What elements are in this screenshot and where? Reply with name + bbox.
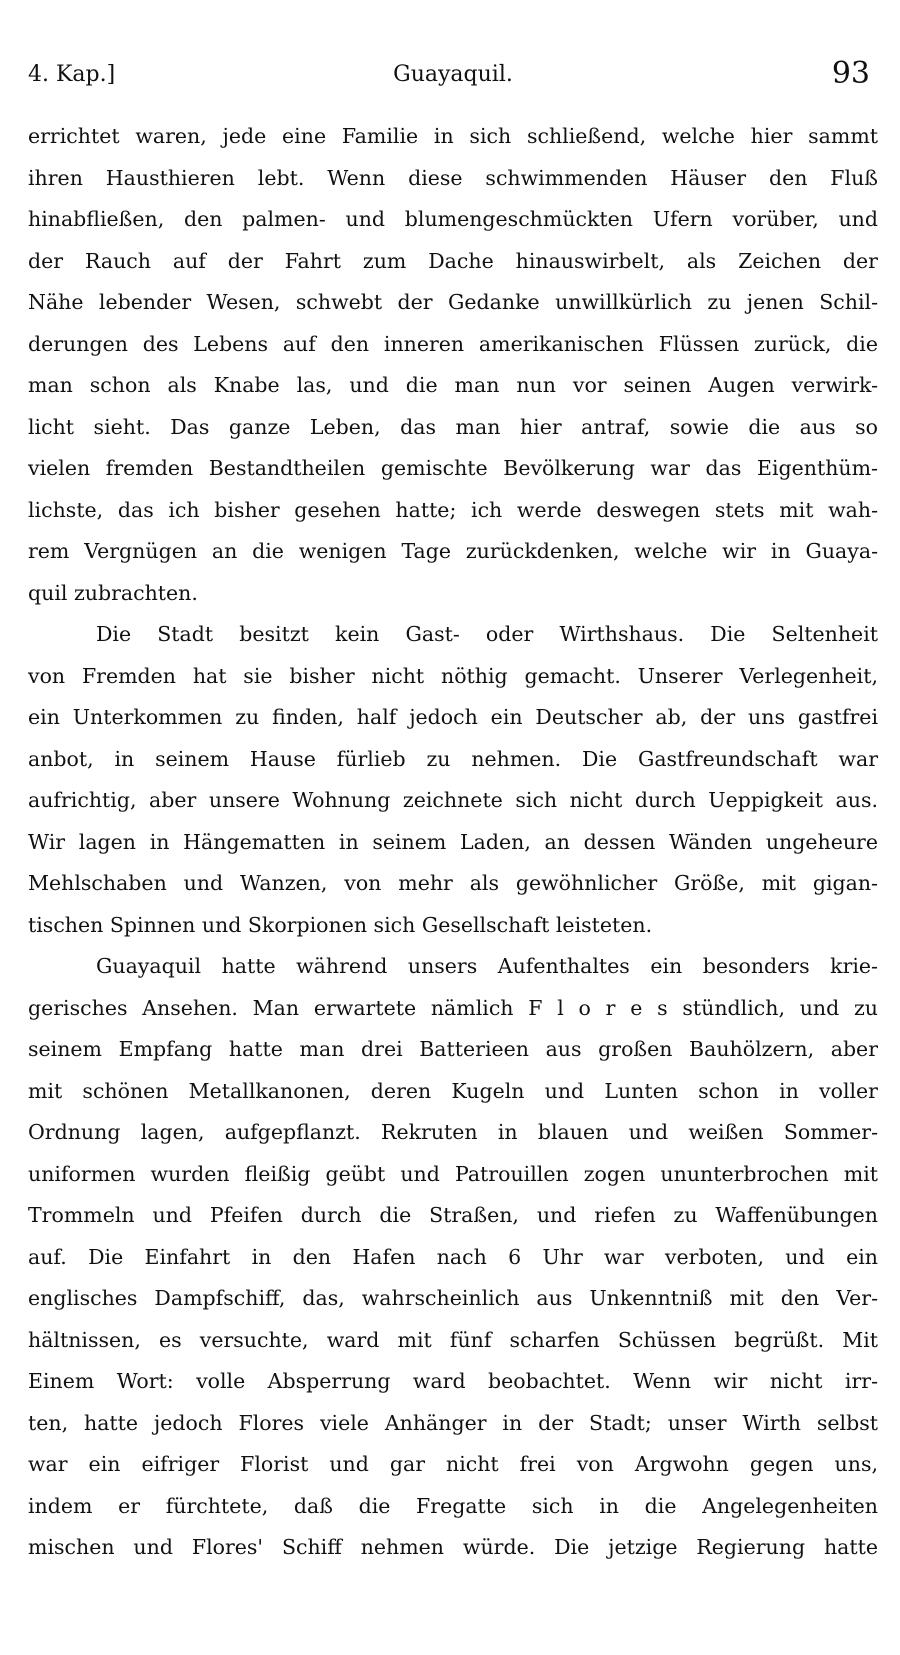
text-line: war ein eifriger Florist und gar nicht frei von Argwohn gegen uns, [28, 1452, 878, 1476]
paragraph [28, 946, 878, 1569]
text-line: Mehlschaben und Wanzen, von mehr als gewöhnlicher Größe, mit gigan- [28, 871, 878, 895]
text-line: indem er fürchtete, daß die Fregatte sich in die Angelegenheiten [28, 1493, 878, 1518]
text-line: anbot, in seinem Hause fürlieb zu nehmen. Die Gastfreundschaft war [28, 746, 878, 771]
book-page [28, 50, 878, 1630]
text-line: licht sieht. Das ganze Leben, das man hier antraf, sowie die aus so [28, 414, 878, 439]
text-line: errichtet waren, jede eine Familie in sich schließend, welche hier sammt [28, 124, 878, 148]
text-line: quil zubrachten. [28, 580, 198, 605]
text-line: Einem Wort: volle Absperrung ward beobachtet. Wenn wir nicht irr- [28, 1369, 878, 1393]
text-line: man schon als Knabe las, und die man nun vor seinen Augen verwirk- [28, 373, 878, 397]
page-number: 93 [831, 56, 870, 91]
text-line: mit schönen Metallkanonen, deren Kugeln und Lunten schon in voller [28, 1078, 878, 1103]
text-line: Nähe lebender Wesen, schwebt der Gedanke unwillkürlich zu jenen Schil- [28, 290, 878, 314]
paragraph [28, 116, 878, 614]
running-title: Guayaquil. [393, 62, 513, 87]
text-line: der Rauch auf der Fahrt zum Dache hinauswirbelt, als Zeichen der [28, 248, 878, 273]
text-line: Trommeln und Pfeifen durch die Straßen, und riefen zu Waffenübungen [28, 1203, 878, 1227]
text-line: auf. Die Einfahrt in den Hafen nach 6 Uhr war verboten, und ein [28, 1244, 878, 1269]
text-line: mischen und Flores' Schiff nehmen würde. Die jetzige Regierung hatte [28, 1535, 878, 1559]
text-line: tischen Spinnen und Skorpionen sich Gesellschaft leisteten. [28, 912, 653, 937]
paragraph [28, 614, 878, 946]
running-header [28, 50, 878, 106]
text-line: lichste, das ich bisher gesehen hatte; ich werde deswegen stets mit wah- [28, 497, 878, 522]
text-line: ein Unterkommen zu finden, half jedoch ein Deutscher ab, der uns gastfrei [28, 705, 878, 729]
text-line: derungen des Lebens auf den inneren amerikanischen Flüssen zurück, die [28, 331, 878, 356]
text-line: Ordnung lagen, aufgepflanzt. Rekruten in blauen und weißen Sommer- [28, 1120, 878, 1144]
body-text [28, 116, 878, 1569]
text-line: rem Vergnügen an die wenigen Tage zurückdenken, welche wir in Guaya- [28, 539, 878, 563]
text-line: aufrichtig, aber unsere Wohnung zeichnete sich nicht durch Ueppigkeit aus. [28, 788, 878, 812]
text-line: Guayaquil hatte während unsers Aufenthaltes ein besonders krie- [96, 954, 878, 978]
text-line: ihren Hausthieren lebt. Wenn diese schwimmenden Häuser den Fluß [28, 165, 878, 190]
chapter-reference: 4. Kap.] [28, 62, 116, 87]
text-line: Die Stadt besitzt kein Gast- oder Wirthshaus. Die Seltenheit [96, 622, 878, 646]
text-line: hinabfließen, den palmen- und blumengeschmückten Ufern vorüber, und [28, 207, 878, 231]
text-line: von Fremden hat sie bisher nicht nöthig gemacht. Unserer Verlegenheit, [28, 663, 878, 688]
text-line: seinem Empfang hatte man drei Batterieen aus großen Bauhölzern, aber [28, 1037, 878, 1061]
text-line: gerisches Ansehen. Man erwartete nämlich F l o r e s stündlich, und zu [28, 995, 878, 1020]
text-line: ten, hatte jedoch Flores viele Anhänger in der Stadt; unser Wirth selbst [28, 1410, 878, 1435]
text-line: Wir lagen in Hängematten in seinem Laden, an dessen Wänden ungeheure [28, 829, 878, 854]
text-line: hältnissen, es versuchte, ward mit fünf scharfen Schüssen begrüßt. Mit [28, 1327, 878, 1352]
text-line: uniformen wurden fleißig geübt und Patrouillen zogen ununterbrochen mit [28, 1161, 878, 1186]
text-line: vielen fremden Bestandtheilen gemischte Bevölkerung war das Eigenthüm- [28, 456, 878, 480]
text-line: englisches Dampfschiff, das, wahrscheinlich aus Unkenntniß mit den Ver- [28, 1286, 878, 1310]
